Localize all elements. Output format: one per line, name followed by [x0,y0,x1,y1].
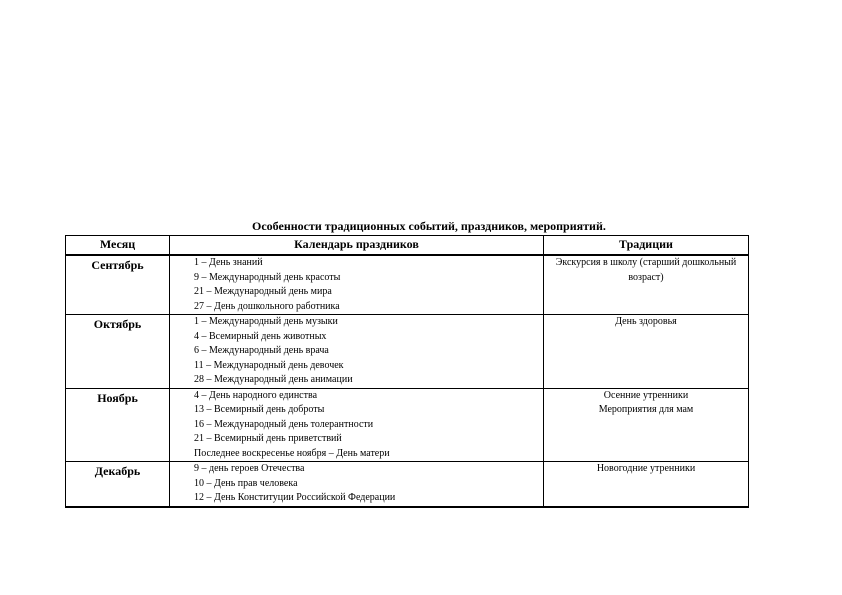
event-line: 21 – Международный день мира [194,286,332,297]
tradition-cell [544,255,749,315]
header-calendar: Календарь праздников [170,236,544,256]
header-month: Месяц [66,236,170,256]
calendar-cell [170,462,544,507]
event-line: 1 – День знаний [194,257,263,268]
tradition-cell [544,462,749,507]
page-title: Особенности традиционных событий, праздников, мероприятий. [252,219,606,233]
tradition-line: День здоровья [615,316,677,327]
event-line: 16 – Международный день толерантности [194,418,374,430]
month-cell: Сентябрь [66,255,170,315]
tradition-cell [544,315,749,389]
event-line: 12 – День Конституции Российской Федерации [194,492,396,503]
event-line: 6 – Международный день врача [194,345,329,356]
table-row-december [66,462,749,507]
event-line: 4 – День народного единства [194,389,318,401]
tradition-line: Экскурсия в школу (старший дошкольный возраст) [555,257,737,283]
event-line: 4 – Всемирный день животных [194,330,327,342]
calendar-cell [170,255,544,315]
events-table [65,235,749,508]
event-line: 21 – Всемирный день приветствий [194,433,342,444]
event-line: 28 – Международный день анимации [194,374,353,385]
calendar-cell [170,388,544,462]
event-line: 9 – Международный день красоты [194,271,341,283]
event-line: 13 – Всемирный день доброты [194,404,325,415]
month-cell: Ноябрь [66,388,170,462]
event-line: 11 – Международный день девочек [194,359,344,371]
month-cell: Октябрь [66,315,170,389]
tradition-line: Осенние утренники [603,389,689,401]
event-line: 10 – День прав человека [194,477,298,489]
tradition-line: Новогодние утренники [596,463,696,474]
table-row-september [66,255,749,315]
event-line: Последнее воскресенье ноября – День матери [194,447,390,459]
table-row-october [66,315,749,389]
event-line: 27 – День дошкольного работника [194,300,340,312]
tradition-line: Мероприятия для мам [598,404,694,415]
month-cell: Декабрь [66,462,170,507]
header-traditions: Традиции [544,236,749,256]
event-line: 9 – день героев Отечества [194,463,305,474]
table-row-november [66,388,749,462]
event-line: 1 – Международный день музыки [194,316,338,327]
tradition-cell [544,388,749,462]
table-header-row [66,236,749,256]
calendar-cell [170,315,544,389]
